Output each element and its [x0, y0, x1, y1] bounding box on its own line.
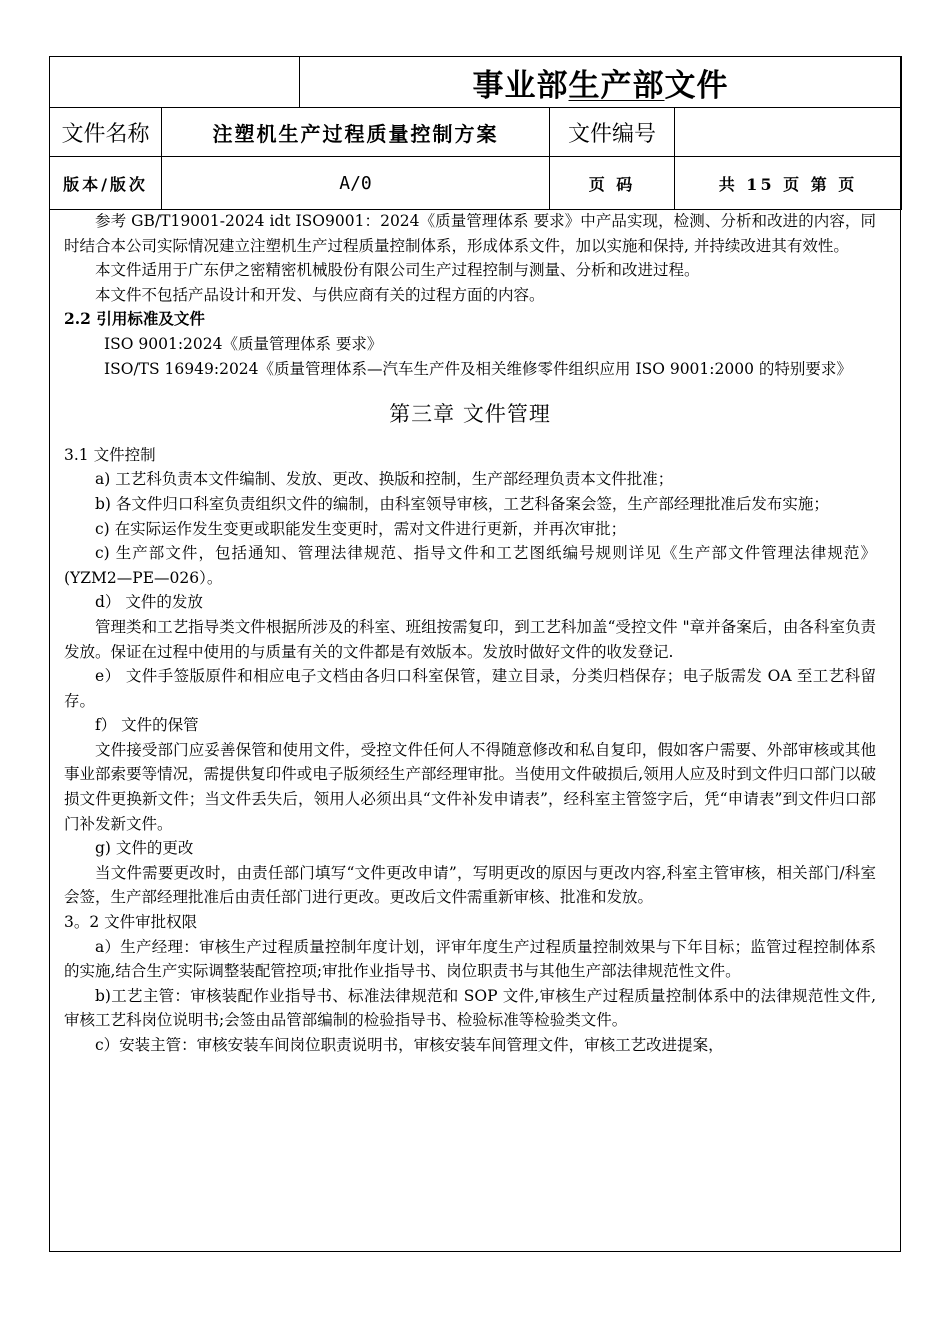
item-f-text: 文件接受部门应妥善保管和使用文件，受控文件任何人不得随意修改和私自复印，假如客户需要、外部审核或其他事业部索要等情况，需提供复印件或电子版须经生产部经理审批。当使用文件破损后,领用人应及时到文件归口部门以破损文件更换新文件；当文件丢失后，领用人必须出具“文件补发申请表”，经科室主管签字后，凭“申请表”到文件归口部门补发新文件。 [64, 740, 876, 833]
paragraph-exclusion: 本文件不包括产品设计和开发、与供应商有关的过程方面的内容。 [95, 285, 545, 304]
item-d-text: 管理类和工艺指导类文件根据所涉及的科室、班组按需复印，到工艺科加盖“受控文件 "章并备案后，由各科室负责发放。保证在过程中使用的与质量有关的文件都是有效版本。发放时做好文件的收发登记. [64, 617, 876, 661]
item-d-heading: d） 文件的发放 [95, 593, 203, 612]
doc-name-label: 文件名称 [50, 108, 162, 157]
paragraph-reference: 参考 GB/T19001-2024 idt ISO9001：2024《质量管理体系 要求》中产品实现，检测、分析和改进的内容，同时结合本公司实际情况建立注塑机生产过程质量控制体系，形成体系文件，加以实施和保持, 并持续改进其有效性。 [64, 212, 876, 255]
item-b: b) 各文件归口科室负责组织文件的编制，由科室领导审核，工艺科备案会签，生产部经理批准后发布实施； [95, 494, 829, 513]
section-heading-2-2: 2.2 引用标准及文件 [64, 309, 205, 329]
item-a: a) 工艺科负责本文件编制、发放、更改、换版和控制，生产部经理负责本文件批准； [95, 470, 674, 489]
approval-installation-supervisor: c）安装主管：审核安装车间岗位职责说明书，审核安装车间管理文件，审核工艺改进提案， [95, 1036, 724, 1054]
item-f-heading: f） 文件的保管 [95, 716, 199, 735]
version-value: A/0 [162, 157, 550, 210]
item-e: e） 文件手签版原件和相应电子文档由各归口科室保管，建立目录，分类归档保存；电子版需发 OA 至工艺科留存。 [64, 667, 876, 710]
chapter-title: 第三章 文件管理 [389, 402, 551, 427]
item-g-text: 当文件需要更改时，由责任部门填写“文件更改申请”，写明更改的原因与更改内容,科室主管审核，相关部门/科室会签，生产部经理批准后由责任部门进行更改。更改后文件需重新审核、批准和发放。 [64, 863, 876, 907]
paragraph-scope: 本文件适用于广东伊之密精密机械股份有限公司生产过程控制与测量、分析和改进过程。 [95, 261, 700, 280]
header-table [49, 56, 902, 210]
doc-number-label: 文件编号 [550, 108, 675, 157]
reference-iso9001: ISO 9001:2024《质量管理体系 要求》 [104, 334, 383, 353]
item-c-documents: c) 生产部文件，包括通知、管理法律规范、指导文件和工艺图纸编号规则详见《生产部文件管理法律规范》(YZM2—PE—026）。 [64, 544, 876, 587]
reference-iso16949: ISO/TS 16949:2024《质量管理体系—汽车生产件及相关维修零件组织应用 ISO 9001:2000 的特别要求》 [104, 359, 852, 378]
section-heading-3-2: 3。2 文件审批权限 [64, 913, 198, 932]
document-body [64, 209, 876, 1058]
page-info: 共 15 页 第 页 [675, 157, 902, 210]
doc-number-value [675, 108, 902, 157]
doc-name-value: 注塑机生产过程质量控制方案 [162, 108, 550, 157]
version-label: 版本/版次 [50, 157, 162, 210]
page-label: 页 码 [550, 157, 675, 210]
item-g-heading: g) 文件的更改 [95, 839, 194, 858]
approval-process-supervisor: b)工艺主管：审核装配作业指导书、标准法律规范和 SOP 文件,审核生产过程质量控制体系中的法律规范性文件,审核工艺科岗位说明书;会签由品管部编制的检验指导书、检验标准等检验类文件。 [64, 986, 876, 1030]
approval-production-manager: a）生产经理：审核生产过程质量控制年度计划，评审年度生产过程质量控制效果与下年目标；监管过程控制体系的实施,结合生产实际调整装配管控项;审批作业指导书、岗位职责书与其他生产部法律规范性文件。 [64, 937, 876, 981]
header-blank-cell [50, 57, 300, 108]
document-title: 事业部生产部文件 [300, 57, 902, 108]
section-heading-3-1: 3.1 文件控制 [64, 445, 156, 464]
item-c-update: c) 在实际运作发生变更或职能发生变更时，需对文件进行更新，并再次审批； [95, 519, 627, 538]
